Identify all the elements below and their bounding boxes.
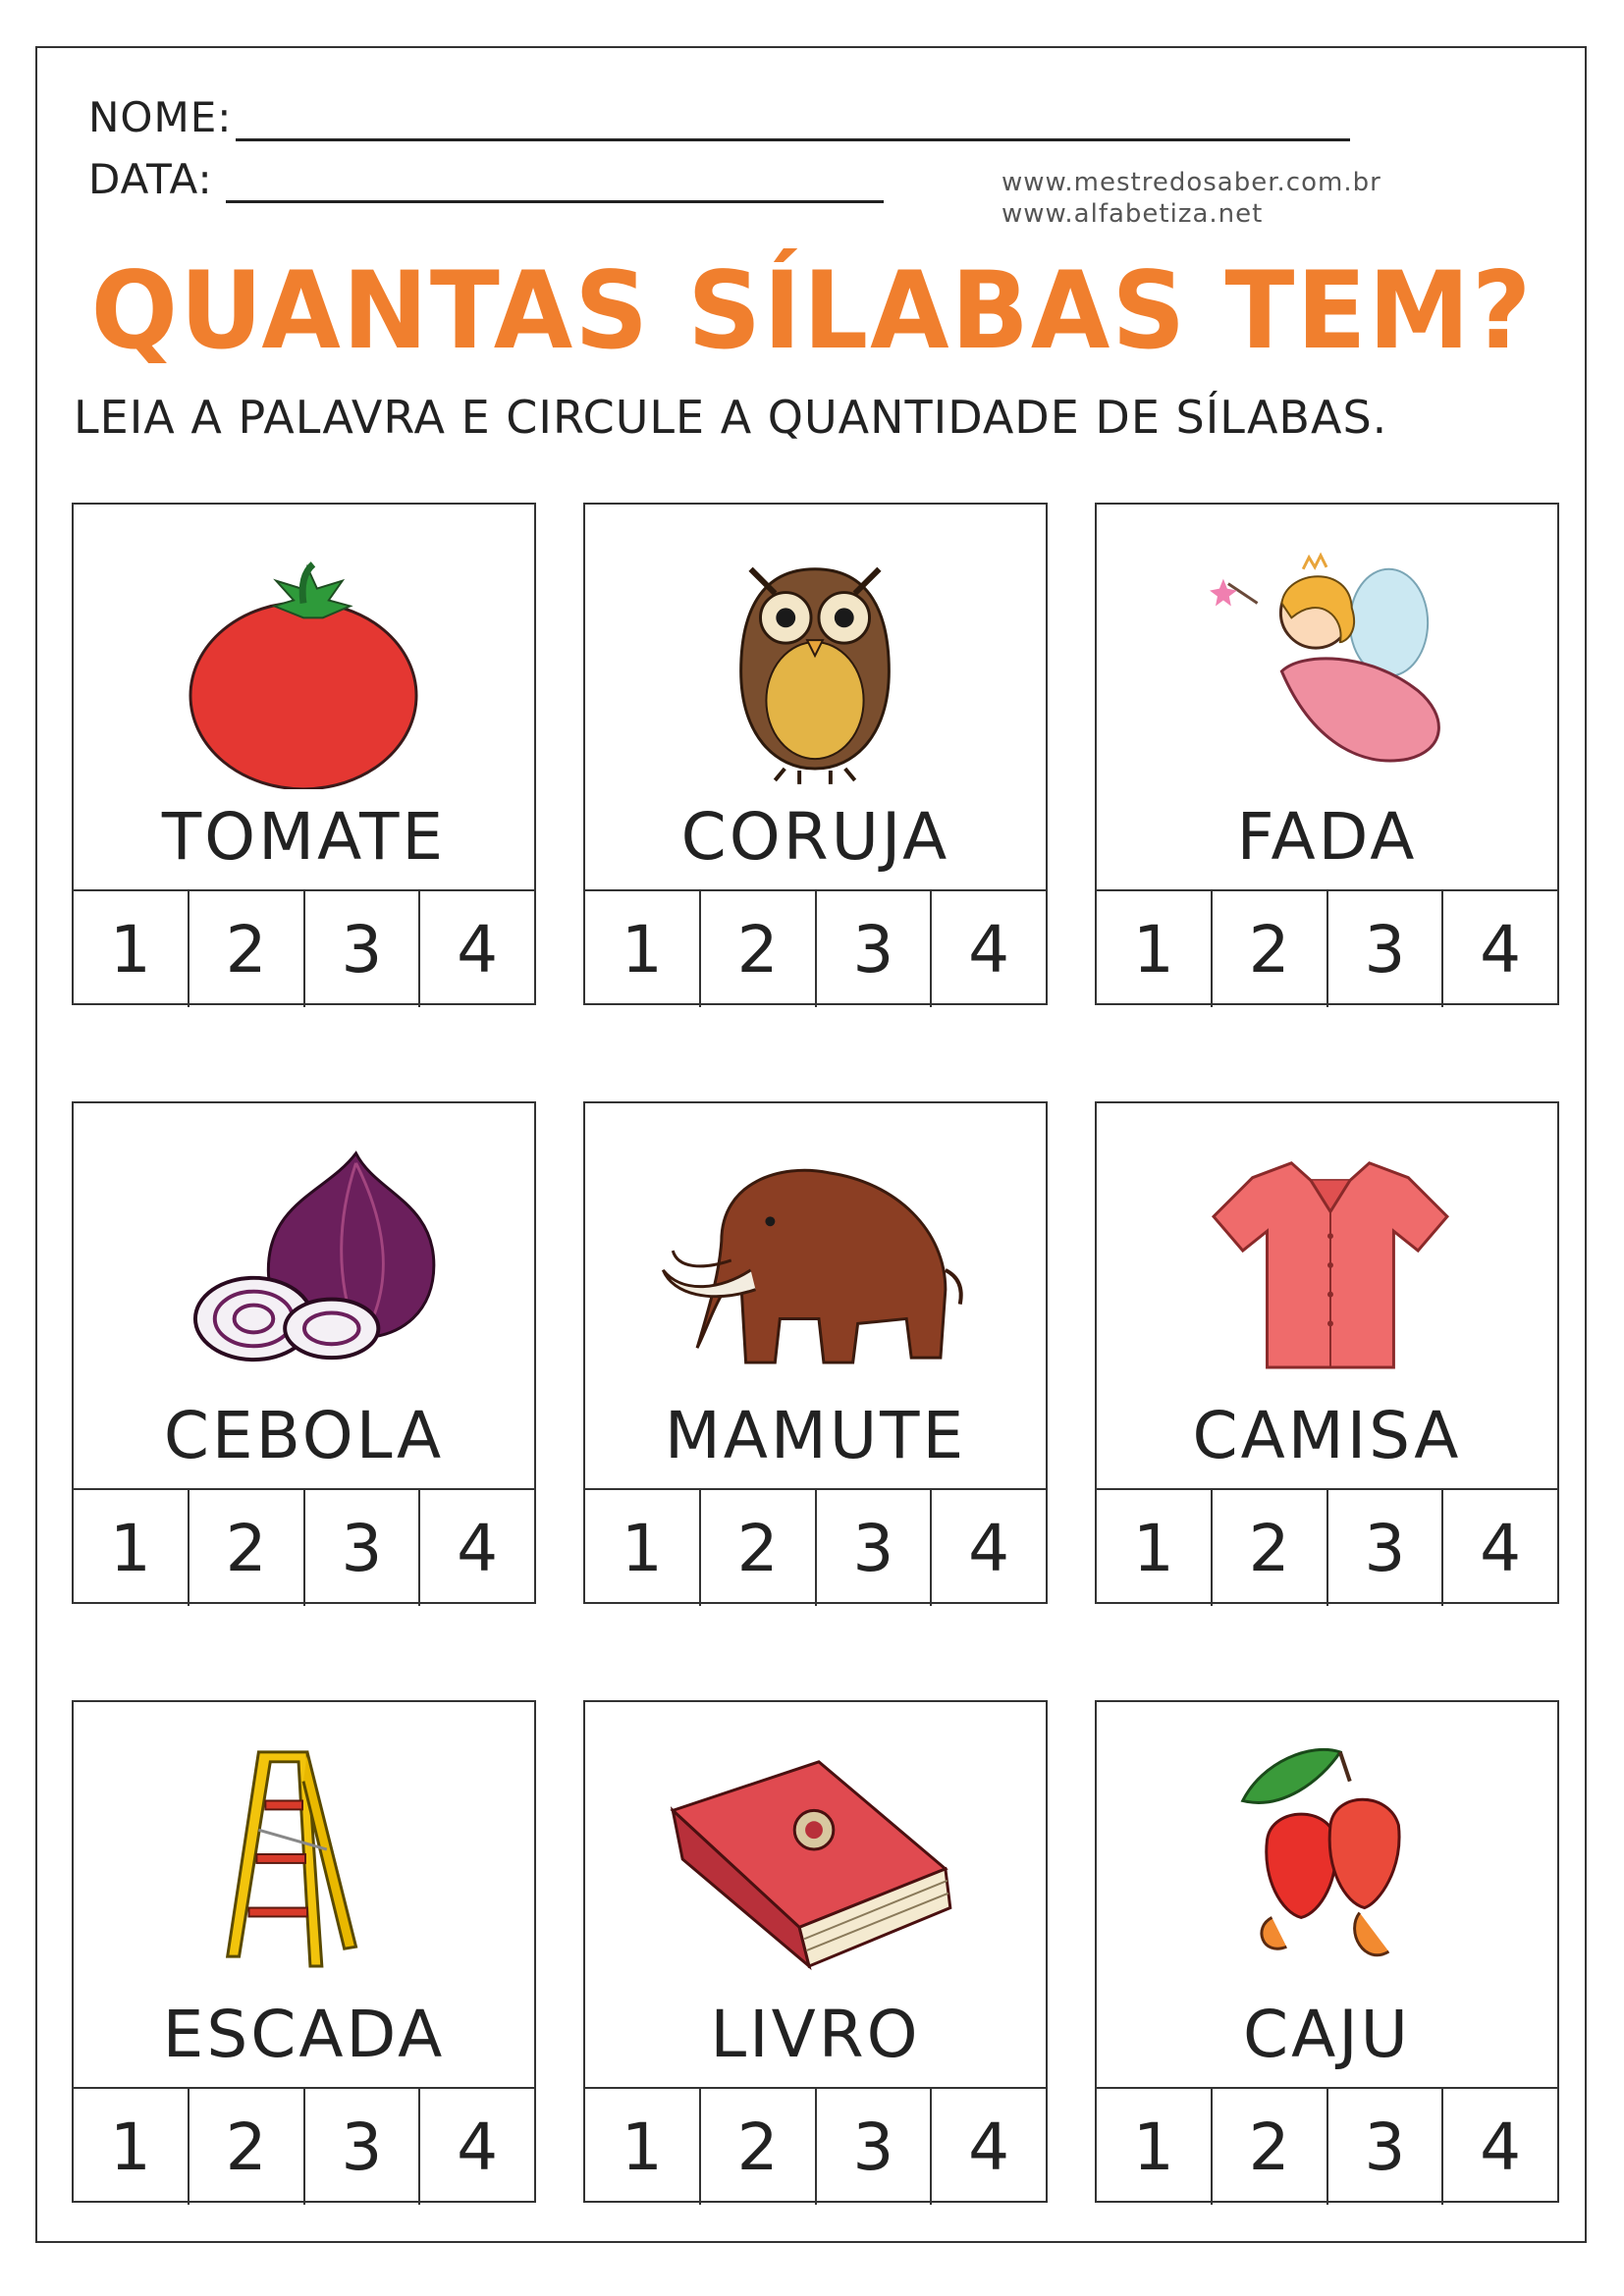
option-4[interactable]: 4: [1480, 911, 1522, 988]
card-word: MAMUTE: [664, 1398, 967, 1473]
option-4[interactable]: 4: [457, 1510, 499, 1586]
onion-icon: [74, 1123, 534, 1388]
option-2[interactable]: 2: [1213, 891, 1328, 1007]
owl-icon: [585, 524, 1046, 789]
card-word: CEBOLA: [163, 1398, 445, 1473]
date-line: [226, 200, 884, 203]
card-word: FADA: [1236, 799, 1418, 875]
option-3[interactable]: 3: [1328, 2089, 1444, 2205]
syllable-options: [74, 2087, 534, 2205]
name-field[interactable]: [88, 93, 232, 141]
syllable-options: [74, 889, 534, 1007]
card-tomate: [72, 503, 536, 1005]
name-label: NOME:: [88, 93, 233, 141]
option-3[interactable]: 3: [305, 1490, 421, 1606]
card-word: CAMISA: [1192, 1398, 1462, 1473]
option-3[interactable]: 3: [817, 2089, 933, 2205]
option-1[interactable]: 1: [585, 2089, 701, 2205]
syllable-options: [585, 1488, 1046, 1606]
card-mamute: [583, 1101, 1048, 1604]
syllable-options: [1097, 2087, 1557, 2205]
option-1[interactable]: 1: [74, 2089, 189, 2205]
card-livro: [583, 1700, 1048, 2203]
mammoth-icon: [585, 1123, 1046, 1388]
date-field[interactable]: [88, 155, 213, 203]
option-1[interactable]: 1: [585, 1490, 701, 1606]
syllable-options: [1097, 1488, 1557, 1606]
syllable-options: [74, 1488, 534, 1606]
fairy-icon: [1097, 524, 1557, 789]
option-1[interactable]: 1: [1097, 1490, 1213, 1606]
card-word: LIVRO: [710, 1997, 921, 2072]
option-4[interactable]: 4: [1480, 1510, 1522, 1586]
option-2[interactable]: 2: [189, 2089, 305, 2205]
option-3[interactable]: 3: [1328, 1490, 1444, 1606]
option-3[interactable]: 3: [305, 891, 421, 1007]
cashew-icon: [1097, 1722, 1557, 1987]
site-url-2: www.alfabetiza.net: [1001, 199, 1264, 229]
site-url-1: www.mestredosaber.com.br: [1001, 168, 1381, 197]
syllable-options: [585, 2087, 1046, 2205]
book-icon: [585, 1722, 1046, 1987]
instructions: LEIA A PALAVRA E CIRCULE A QUANTIDADE DE SÍLABAS.: [74, 391, 1388, 444]
name-line: [236, 138, 1350, 141]
option-3[interactable]: 3: [817, 1490, 933, 1606]
option-3[interactable]: 3: [1328, 891, 1444, 1007]
option-4[interactable]: 4: [968, 2109, 1010, 2185]
tomato-icon: [74, 524, 534, 789]
syllable-options: [585, 889, 1046, 1007]
option-1[interactable]: 1: [1097, 891, 1213, 1007]
ladder-icon: [74, 1722, 534, 1987]
card-word: CORUJA: [680, 799, 950, 875]
card-caju: [1095, 1700, 1559, 2203]
option-3[interactable]: 3: [305, 2089, 421, 2205]
card-coruja: [583, 503, 1048, 1005]
shirt-icon: [1097, 1123, 1557, 1388]
option-4[interactable]: 4: [457, 911, 499, 988]
option-2[interactable]: 2: [1213, 1490, 1328, 1606]
option-2[interactable]: 2: [701, 1490, 817, 1606]
option-3[interactable]: 3: [817, 891, 933, 1007]
option-4[interactable]: 4: [457, 2109, 499, 2185]
card-fada: [1095, 503, 1559, 1005]
option-1[interactable]: 1: [74, 1490, 189, 1606]
option-2[interactable]: 2: [189, 1490, 305, 1606]
option-4[interactable]: 4: [968, 1510, 1010, 1586]
option-2[interactable]: 2: [701, 2089, 817, 2205]
syllable-options: [1097, 889, 1557, 1007]
option-2[interactable]: 2: [701, 891, 817, 1007]
card-word: ESCADA: [162, 1997, 446, 2072]
option-1[interactable]: 1: [1097, 2089, 1213, 2205]
option-4[interactable]: 4: [968, 911, 1010, 988]
card-word: CAJU: [1242, 1997, 1411, 2072]
option-2[interactable]: 2: [189, 891, 305, 1007]
option-1[interactable]: 1: [585, 891, 701, 1007]
card-cebola: [72, 1101, 536, 1604]
card-word: TOMATE: [161, 799, 447, 875]
page-title: QUANTAS SÍLABAS TEM?: [90, 246, 1534, 374]
option-2[interactable]: 2: [1213, 2089, 1328, 2205]
card-camisa: [1095, 1101, 1559, 1604]
card-escada: [72, 1700, 536, 2203]
option-4[interactable]: 4: [1480, 2109, 1522, 2185]
date-label: DATA:: [88, 155, 213, 203]
option-1[interactable]: 1: [74, 891, 189, 1007]
